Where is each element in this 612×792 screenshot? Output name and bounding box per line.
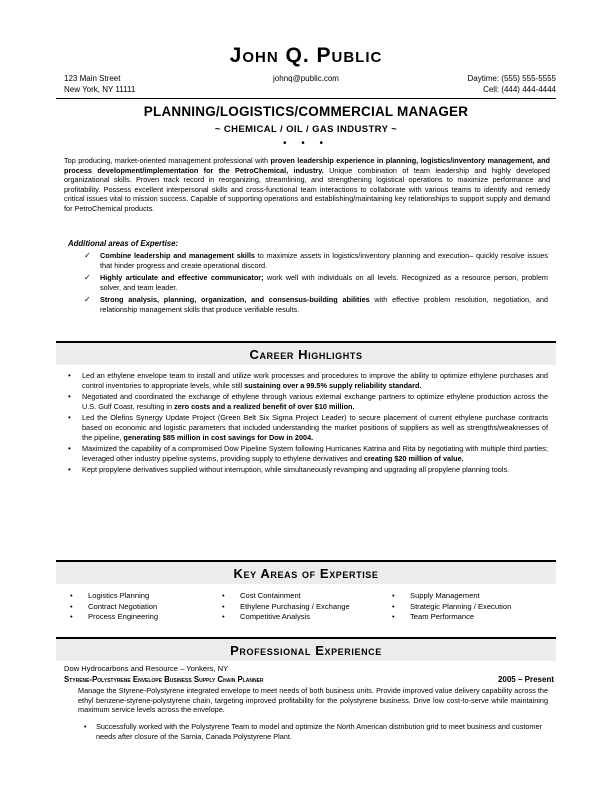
summary-text-2: Unique combination of team leadership and highly developed organizational skills. Proven track record in reorganizing, streamlining, and strengthening logistical operations to maximize performance and profitability. Possess excellent interpersonal skills and cross-functional team interactions to collaborate with various teams to identify and remedy critical issues vital to mission success. Capable of supporting operations and establishing/maintaining key relationships to support supply and demand for PetroChemical products. [64, 165, 550, 213]
address-line-2: New York, NY 11111 [64, 85, 136, 94]
list-item [68, 392, 548, 411]
section-heading: Key Areas of Expertise [233, 565, 379, 581]
summary-bold: proven leadership experience in planning, logistics/inventory management, and process development/implementation for the PetroChemical, industry. [64, 156, 550, 175]
item-bold: zero costs and a realized benefit of over $10 million. [174, 401, 355, 411]
item-text: to maximize assets in logistics/inventory planning and execution– quickly resolve issues that hinder progress and create operational discord. [100, 251, 549, 270]
item-text: Supply Management [410, 591, 480, 600]
bullet-icon: • [84, 722, 87, 731]
additional-expertise-title: Additional areas of Expertise: [68, 239, 179, 248]
bullet-icon: • [392, 601, 395, 611]
checkmark-icon: ✓ [84, 251, 91, 260]
item-text: with effective problem resolution, negotiation, and relationship management skills that produce verifiable results. [100, 295, 548, 314]
candidate-name: John Q. Public [229, 44, 383, 67]
bullet-icon: • [70, 612, 73, 622]
headline-title: PLANNING/LOGISTICS/COMMERCIAL MANAGER [143, 104, 469, 119]
list-item [392, 591, 552, 602]
checkmark-icon: ✓ [84, 273, 91, 283]
bullet-icon: • [68, 465, 71, 475]
list-item [70, 612, 222, 623]
list-item [84, 273, 548, 292]
list-item [68, 444, 548, 463]
cell-phone: Cell: (444) 444-4444 [483, 85, 556, 94]
career-highlights-list [68, 371, 548, 477]
expertise-column-2 [222, 591, 392, 623]
item-text: Cost Containment [240, 591, 301, 600]
additional-expertise-list [84, 251, 548, 318]
key-areas-header [56, 560, 556, 584]
list-item [222, 591, 392, 602]
item-bold: sustaining over a 99.5% supply reliability standard. [244, 380, 422, 390]
section-heading: Professional Experience [230, 642, 382, 658]
headline-dots: • • • [282, 138, 330, 149]
item-text: Kept propylene derivatives supplied without interruption, while simultaneously revamping and upgrading all propylene planning tools. [82, 465, 510, 475]
item-text: Ethylene Purchasing / Exchange [240, 601, 350, 611]
item-bold: Combine leadership and management skills [100, 251, 255, 260]
item-text: Team Performance [410, 612, 475, 622]
bullet-icon: • [392, 591, 395, 600]
headline-subtitle: ~ CHEMICAL / OIL / GAS INDUSTRY ~ [214, 124, 398, 135]
employer-name: Dow Hydrocarbons and Resource – Yonkers, NY [64, 664, 229, 673]
item-text: work well with individuals on all levels. Recognized as a resource person, problem solver, and team leader. [100, 273, 548, 292]
email-address[interactable]: johnq@public.com [273, 74, 339, 83]
bullet-icon: • [70, 591, 73, 600]
phone-block [468, 73, 557, 95]
bullet-icon: • [68, 413, 71, 423]
daytime-phone: Daytime: (555) 555-5555 [467, 74, 556, 83]
item-text: Led the Olefins Synergy Update Project (Green Belt Six Sigma Project Leader) to secure placement of current ethylene purchase contracts based on economic and logistic parameters that included understanding the market positions of suppliers as well as strengths/weaknesses of the pipeline, [82, 413, 548, 442]
list-item [68, 465, 548, 475]
expertise-column-3 [392, 591, 552, 623]
job-bullets [84, 722, 544, 741]
list-item [84, 722, 544, 741]
list-item [70, 602, 222, 613]
item-text: Strategic Planning / Execution [410, 601, 512, 611]
item-bold: Strong analysis, planning, organization, and consensus-building abilities [100, 295, 370, 305]
bullet-icon: • [68, 371, 71, 380]
bullet-icon: • [70, 601, 73, 611]
list-item [392, 612, 552, 623]
item-text: Process Engineering [88, 612, 159, 622]
job-title: Styrene-Polystyrene Envelope Business Supply Chain Planner [64, 675, 264, 684]
item-bold: generating $85 million in cost savings for Dow in 2004. [123, 432, 314, 442]
list-item [70, 591, 222, 602]
header-divider [56, 98, 556, 99]
checkmark-icon: ✓ [84, 295, 91, 305]
expertise-columns [70, 591, 560, 623]
list-item [392, 602, 552, 613]
item-text: Competitive Analysis [240, 612, 311, 622]
summary-paragraph [64, 156, 550, 214]
item-text: Negotiated and coordinated the exchange of ethylene through various external exchange partners to optimize ethylene production across the U.S. Gulf Coast, resulting in [82, 392, 548, 411]
section-heading: Career Highlights [249, 346, 363, 362]
bullet-icon: • [222, 601, 225, 611]
list-item [68, 371, 548, 390]
bullet-icon: • [222, 612, 225, 622]
summary-text-1: Top producing, market-oriented management professional with [64, 156, 271, 165]
career-highlights-header [56, 341, 556, 365]
list-item [222, 612, 392, 623]
professional-experience-header [56, 637, 556, 661]
bullet-icon: • [68, 392, 71, 402]
item-text: Logistics Planning [88, 591, 150, 600]
item-text: Successfully worked with the Polystyrene Team to model and optimize the North American distribution grid to meet business and customer needs after closure of the Sarnia, Canada Polystyrene Plant. [96, 722, 543, 741]
bullet-icon: • [222, 591, 225, 600]
list-item [68, 413, 548, 442]
job-dates: 2005 – Present [497, 675, 554, 684]
item-bold: Highly articulate and effective communicator; [100, 273, 264, 283]
job-description: Manage the Styrene-Polystyrene integrated envelope to meet needs of both business units. Provide improved value delivery capability across the ethyl benzene-styrene-polystyrene chain, targeting improved profitability for the polystyrene business. Drive low cost-to-serve while maintaining maximum service levels across the envelope. [78, 686, 548, 715]
bullet-icon: • [392, 612, 395, 622]
expertise-column-1 [70, 591, 222, 623]
item-bold: creating $20 million of value. [363, 453, 464, 463]
list-item [222, 602, 392, 613]
item-text: Led an ethylene envelope team to install and utilize work processes and procedures to improve the ability to optimize ethylene purchases and control inventories to appropriate levels, while still [82, 371, 548, 390]
bullet-icon: • [68, 444, 71, 454]
list-item [84, 251, 548, 270]
address-line-1: 123 Main Street [64, 74, 121, 83]
item-text: Contract Negotiation [88, 601, 158, 611]
item-text: Maximized the capability of a compromised Dow Pipeline System following Hurricanes Katrina and Rita by negotiating with multiple third parties; leveraged other industry pipeline systems, providing supply to ethylene derivatives and [82, 444, 548, 463]
list-item [84, 295, 548, 314]
